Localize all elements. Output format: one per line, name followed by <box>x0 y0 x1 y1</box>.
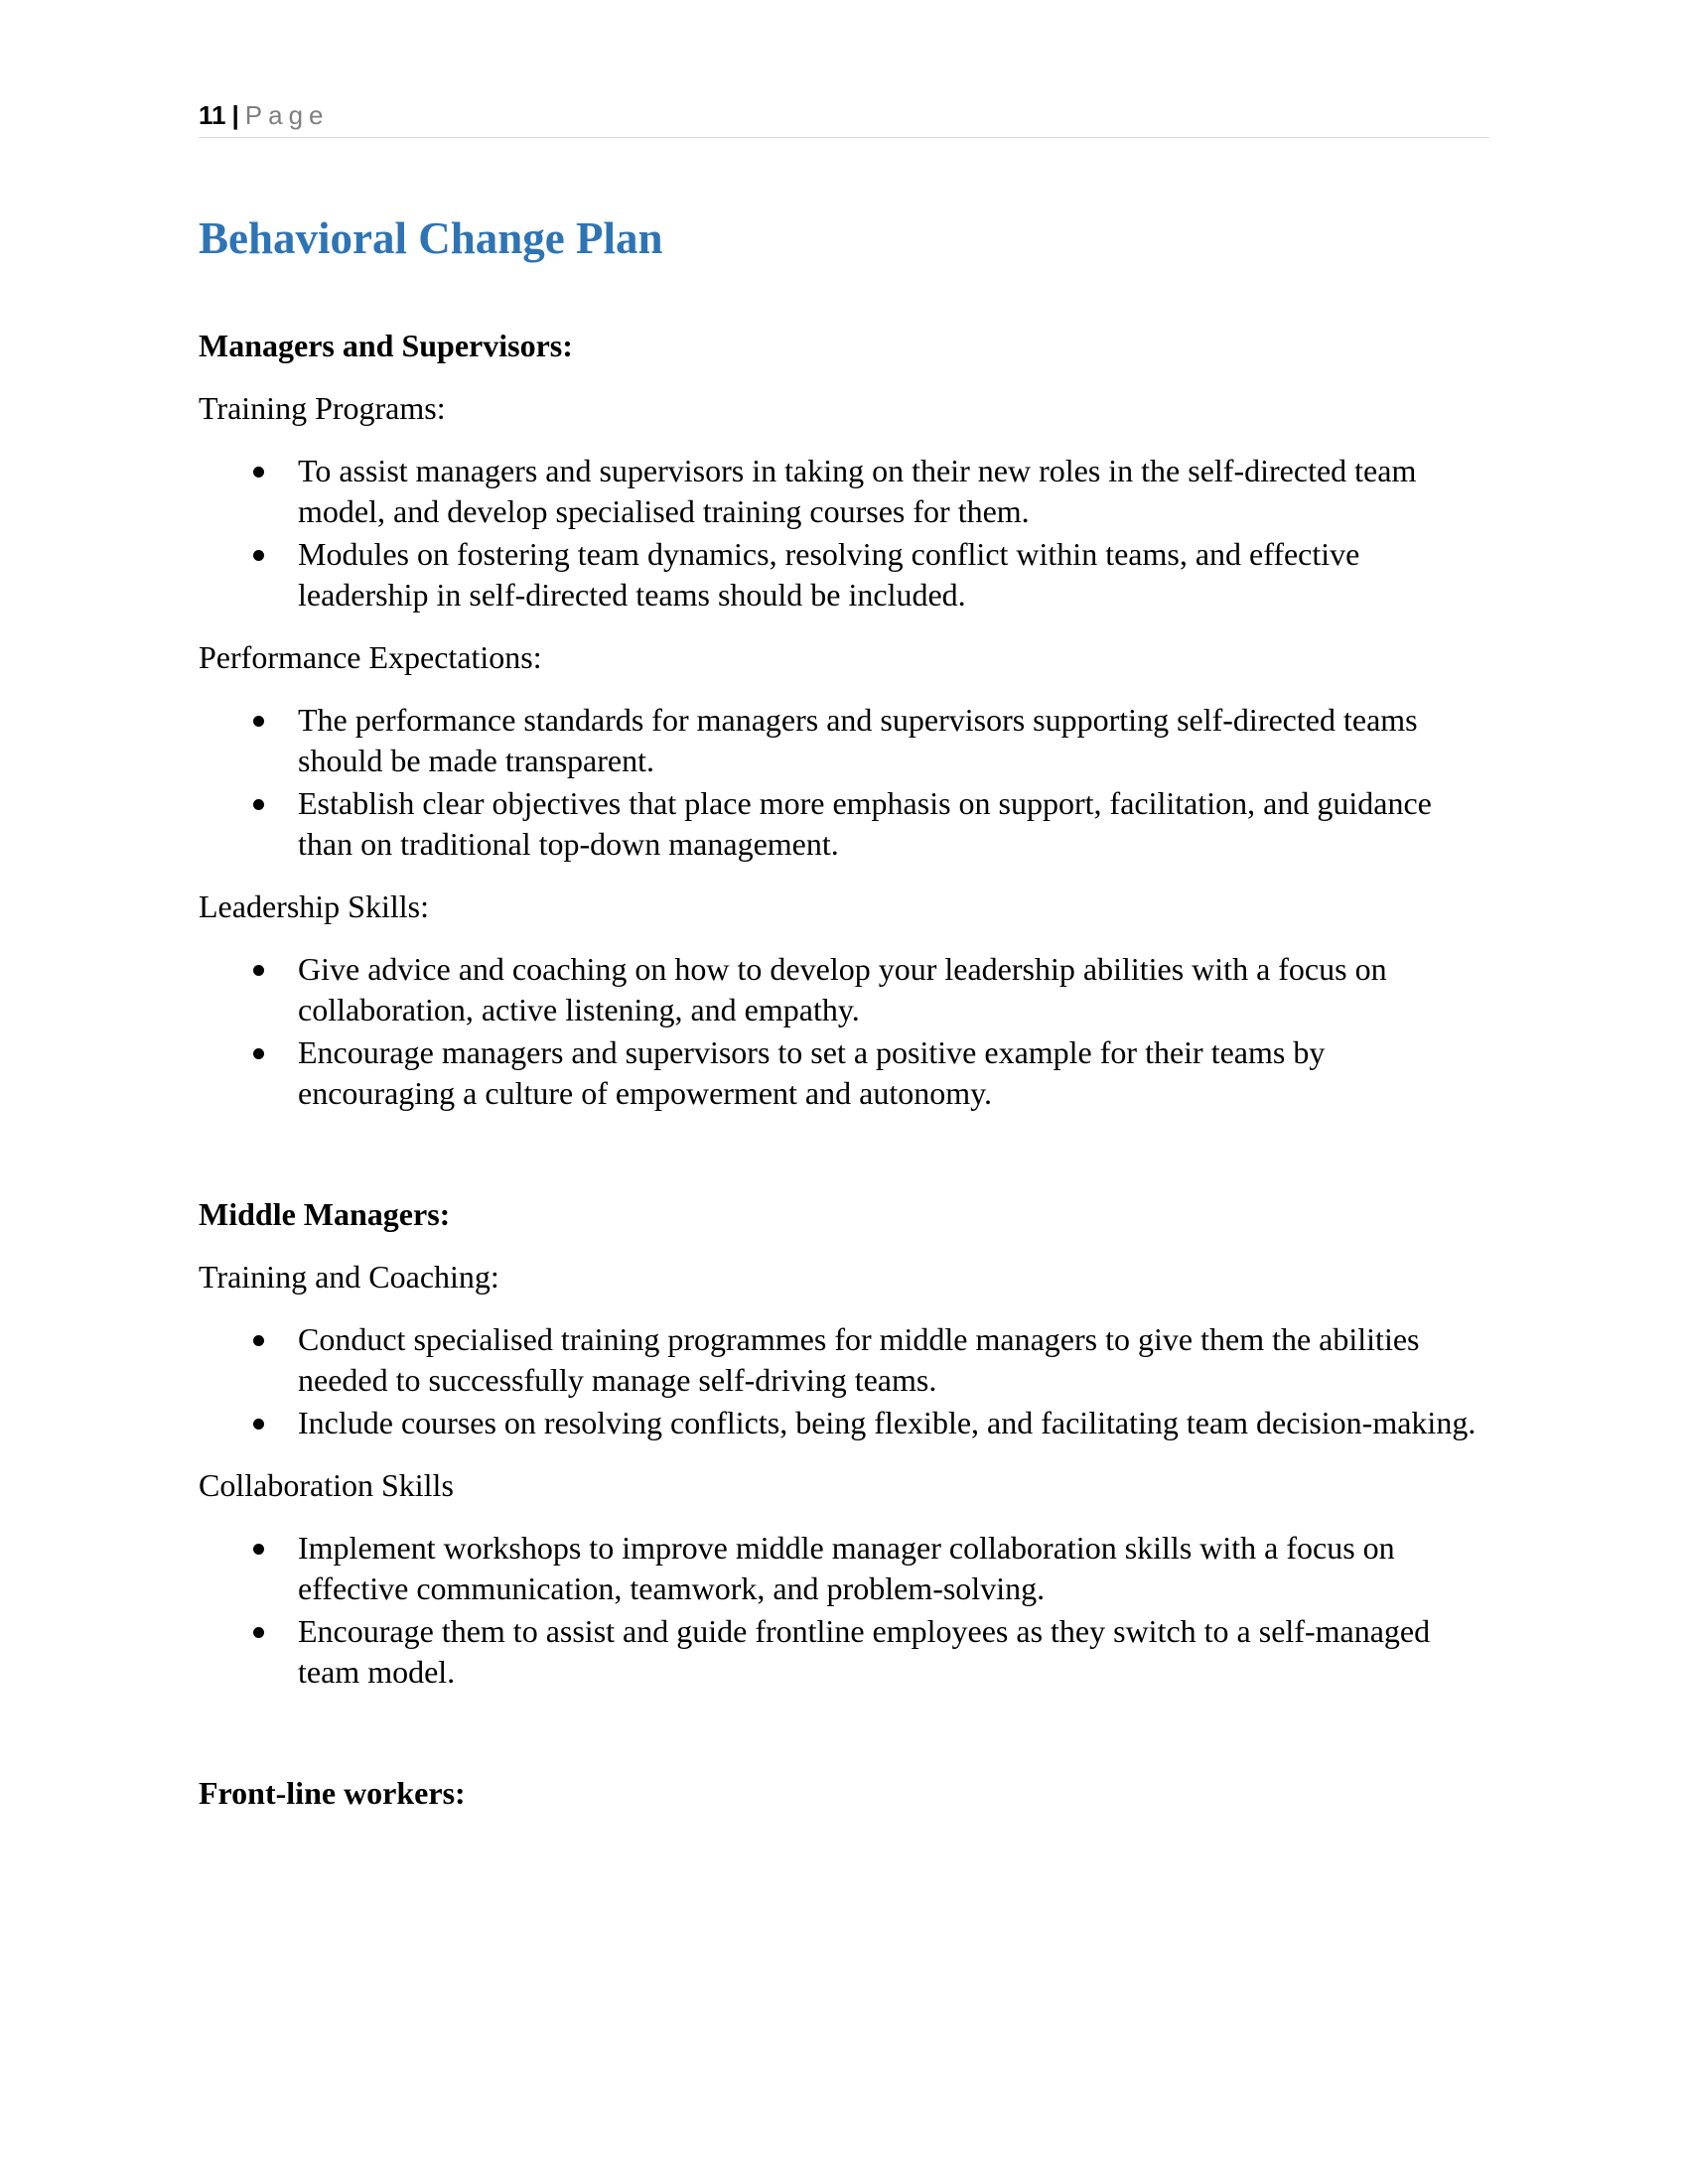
list-item-text: Establish clear objectives that place more emphasis on support, facilitation, and guidance than on traditional top-down management. <box>298 785 1432 862</box>
page-separator: | <box>231 100 239 130</box>
bullet-list <box>199 451 1489 615</box>
bullet-icon <box>253 799 264 810</box>
bullet-icon <box>253 965 264 976</box>
section-spacer <box>199 1136 1489 1194</box>
bullet-icon <box>253 1048 264 1059</box>
page-number: 11 <box>199 100 226 130</box>
subheading-leadership-skills: Leadership Skills: <box>199 888 429 924</box>
list-item-text: The performance standards for managers and supervisors supporting self-directed teams should be made transparent. <box>298 702 1418 778</box>
list-item <box>199 783 1489 865</box>
page-header <box>199 99 1489 138</box>
section-managers-supervisors <box>199 326 1489 1114</box>
subheading-collaboration-skills: Collaboration Skills <box>199 1467 454 1503</box>
list-item-text: Include courses on resolving conflicts, being flexible, and facilitating team decision-making. <box>298 1405 1477 1440</box>
list-item-text: Encourage managers and supervisors to set a positive example for their teams by encouraging a culture of empowerment and autonomy. <box>298 1034 1326 1111</box>
bullet-list <box>199 1528 1489 1693</box>
section-front-line-workers <box>199 1773 1489 1814</box>
list-item <box>199 1403 1489 1443</box>
section-heading: Front-line workers: <box>199 1775 466 1811</box>
list-item-text: Encourage them to assist and guide frontline employees as they switch to a self-managed team model. <box>298 1613 1431 1690</box>
document-title: Behavioral Change Plan <box>199 213 663 263</box>
bullet-icon <box>253 1335 264 1346</box>
list-item <box>199 1611 1489 1693</box>
bullet-list <box>199 700 1489 865</box>
list-item-text: Implement workshops to improve middle manager collaboration skills with a focus on effective communication, teamwork, and problem-solving. <box>298 1530 1395 1606</box>
document-body <box>199 326 1489 1836</box>
section-middle-managers <box>199 1194 1489 1693</box>
list-item <box>199 1032 1489 1114</box>
list-item <box>199 534 1489 615</box>
subheading-training-programs: Training Programs: <box>199 390 446 426</box>
list-item <box>199 451 1489 532</box>
bullet-icon <box>253 1544 264 1555</box>
list-item-text: Conduct specialised training programmes for middle managers to give them the abilities needed to successfully manage self-driving teams. <box>298 1321 1420 1398</box>
document-page <box>199 0 1489 2184</box>
list-item-text: Give advice and coaching on how to develop your leadership abilities with a focus on collaboration, active listening, and empathy. <box>298 951 1387 1027</box>
list-item <box>199 1528 1489 1609</box>
bullet-icon <box>253 467 264 478</box>
bullet-icon <box>253 1419 264 1430</box>
list-item <box>199 949 1489 1030</box>
bullet-icon <box>253 550 264 561</box>
subheading-training-coaching: Training and Coaching: <box>199 1259 499 1295</box>
list-item <box>199 1319 1489 1401</box>
section-heading: Middle Managers: <box>199 1196 451 1232</box>
bullet-list <box>199 949 1489 1114</box>
bullet-icon <box>253 716 264 727</box>
bullet-icon <box>253 1627 264 1638</box>
list-item-text: To assist managers and supervisors in taking on their new roles in the self-directed team model, and develop specialised training courses for them. <box>298 453 1417 529</box>
bullet-list <box>199 1319 1489 1443</box>
section-heading: Managers and Supervisors: <box>199 328 573 363</box>
list-item-text: Modules on fostering team dynamics, resolving conflict within teams, and effective leadership in self-directed teams should be included. <box>298 536 1360 613</box>
subheading-performance-expectations: Performance Expectations: <box>199 639 542 675</box>
section-spacer <box>199 1714 1489 1773</box>
list-item <box>199 700 1489 781</box>
page-label: Page <box>244 100 330 130</box>
